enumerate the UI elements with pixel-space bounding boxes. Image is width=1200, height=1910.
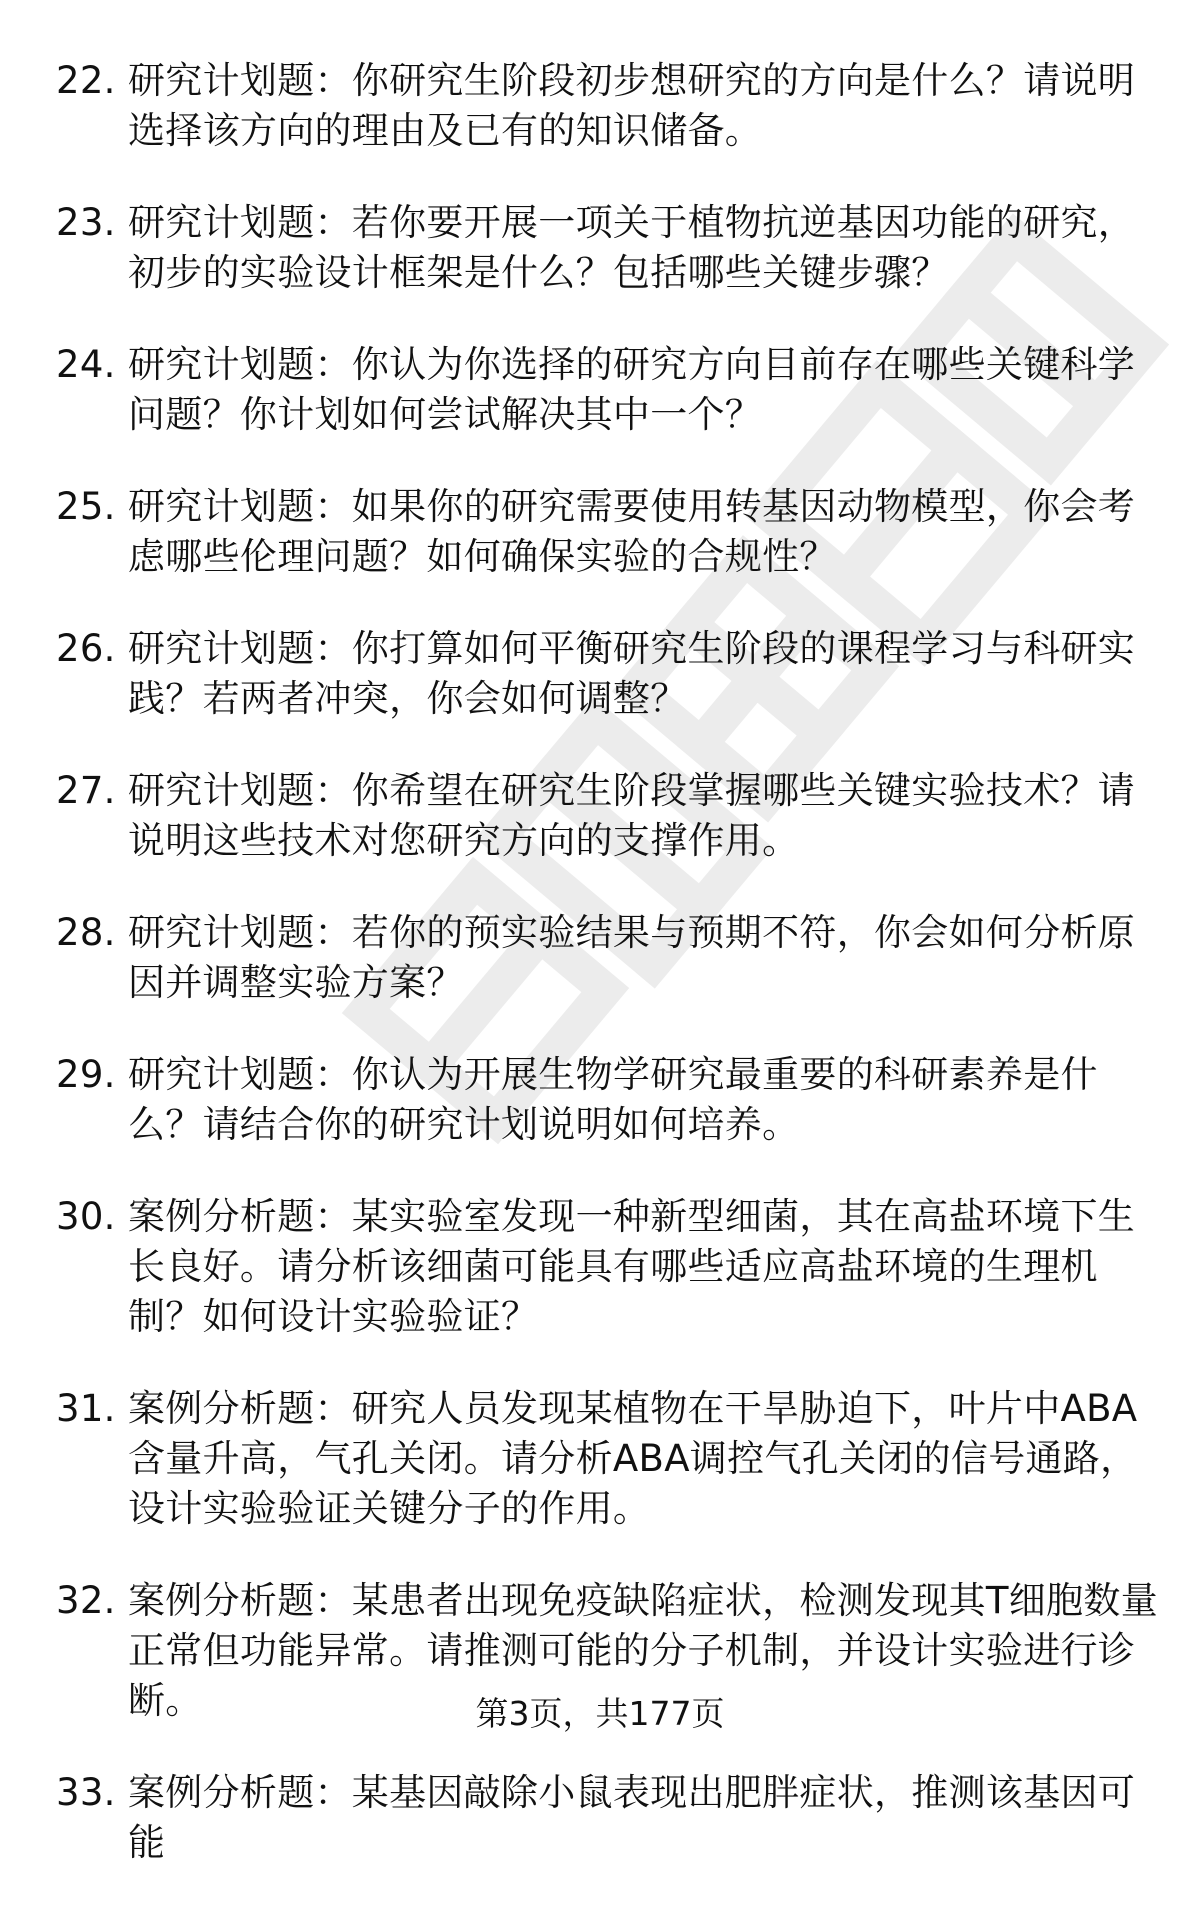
question-text: 研究计划题：你认为开展生物学研究最重要的科研素养是什么？请结合你的研究计划说明如何培养。 xyxy=(128,1053,1098,1146)
question-item xyxy=(0,1050,1200,1150)
question-text: 案例分析题：某实验室发现一种新型细菌，其在高盐环境下生长良好。请分析该细菌可能具有哪些适应高盐环境的生理机制？如何设计实验验证？ xyxy=(128,1195,1136,1338)
question-number: 23. xyxy=(56,201,116,244)
question-text: 研究计划题：若你的预实验结果与预期不符，你会如何分析原因并调整实验方案？ xyxy=(128,911,1136,1004)
question-item xyxy=(0,198,1200,298)
question-item xyxy=(0,624,1200,724)
question-text: 研究计划题：你打算如何平衡研究生阶段的课程学习与科研实践？若两者冲突，你会如何调整？ xyxy=(128,627,1136,720)
question-text: 案例分析题：研究人员发现某植物在干旱胁迫下，叶片中ABA含量升高，气孔关闭。请分析ABA调控气孔关闭的信号通路，设计实验验证关键分子的作用。 xyxy=(128,1387,1138,1530)
page-number: 第3页，共177页 xyxy=(475,1694,725,1733)
question-text: 研究计划题：你认为你选择的研究方向目前存在哪些关键科学问题？你计划如何尝试解决其中一个？ xyxy=(128,343,1136,436)
question-number: 28. xyxy=(56,911,116,954)
question-text: 研究计划题：你希望在研究生阶段掌握哪些关键实验技术？请说明这些技术对您研究方向的支撑作用。 xyxy=(128,769,1136,862)
question-list xyxy=(0,56,1200,1910)
question-number: 27. xyxy=(56,769,116,812)
question-number: 25. xyxy=(56,485,116,528)
question-text: 案例分析题：某患者出现免疫缺陷症状，检测发现其T细胞数量正常但功能异常。请推测可能的分子机制，并设计实验进行诊断。 xyxy=(128,1579,1158,1722)
question-item xyxy=(0,1192,1200,1342)
question-number: 22. xyxy=(56,59,116,102)
question-text: 研究计划题：你研究生阶段初步想研究的方向是什么？请说明选择该方向的理由及已有的知识储备。 xyxy=(128,59,1136,152)
question-item xyxy=(0,482,1200,582)
question-text: 案例分析题：某基因敲除小鼠表现出肥胖症状，推测该基因可能 xyxy=(128,1771,1136,1864)
question-number: 24. xyxy=(56,343,116,386)
question-number: 31. xyxy=(56,1387,116,1430)
question-number: 29. xyxy=(56,1053,116,1096)
question-item xyxy=(0,1768,1200,1868)
question-number: 26. xyxy=(56,627,116,670)
question-number: 30. xyxy=(56,1195,116,1238)
question-number: 32. xyxy=(56,1579,116,1622)
question-text: 研究计划题：若你要开展一项关于植物抗逆基因功能的研究，初步的实验设计框架是什么？包括哪些关键步骤？ xyxy=(128,201,1136,294)
question-item xyxy=(0,908,1200,1008)
question-item xyxy=(0,766,1200,866)
question-item xyxy=(0,56,1200,156)
question-item xyxy=(0,340,1200,440)
question-number: 33. xyxy=(56,1771,116,1814)
question-text: 研究计划题：如果你的研究需要使用转基因动物模型，你会考虑哪些伦理问题？如何确保实验的合规性？ xyxy=(128,485,1136,578)
question-item xyxy=(0,1384,1200,1534)
